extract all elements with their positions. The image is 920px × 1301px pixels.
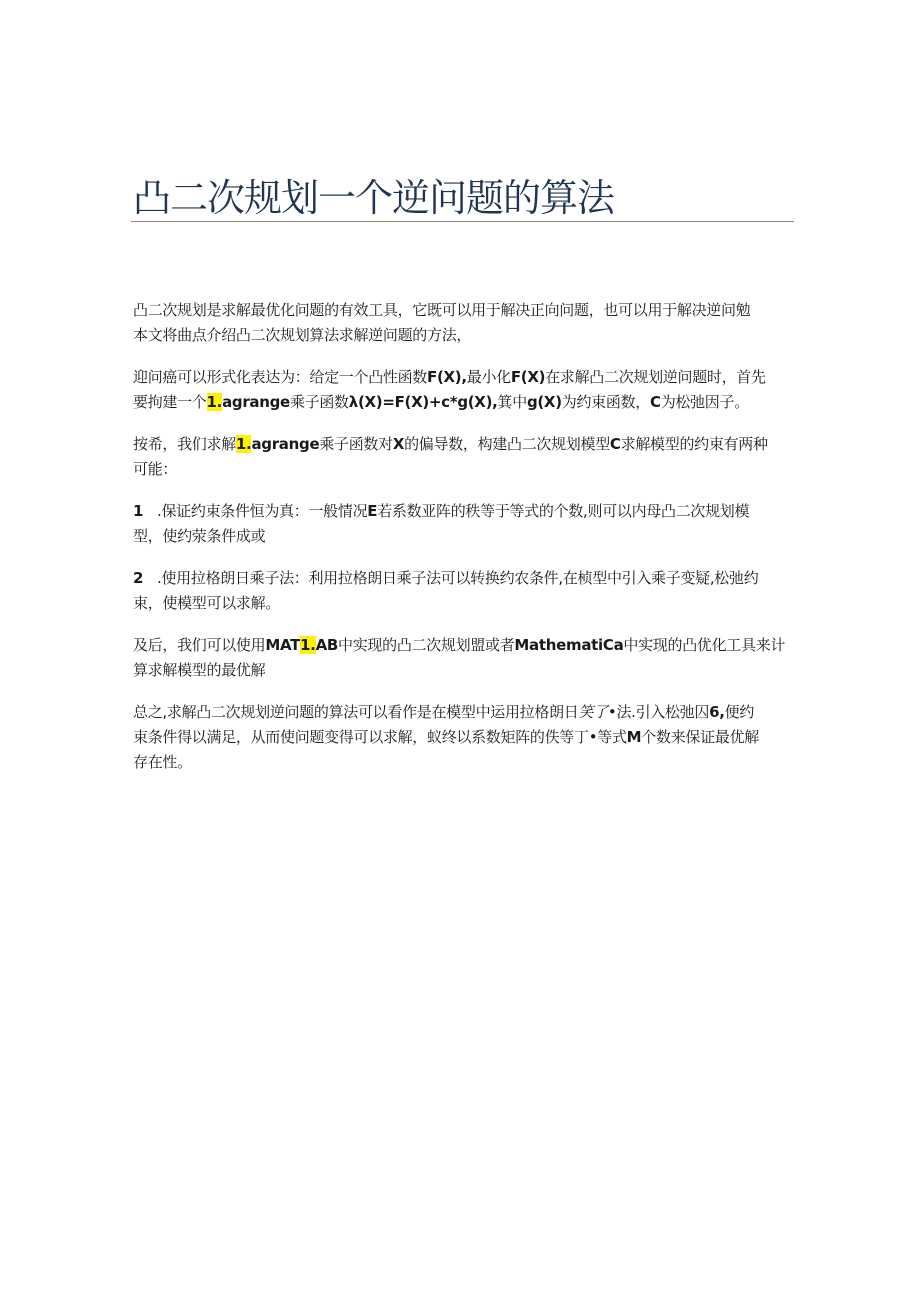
text-run: 法.引入松弛囚 xyxy=(616,703,710,721)
formula-text: λ(X)=F(X)+c*g(X), xyxy=(348,393,498,411)
formula-text: MathematiCa xyxy=(514,636,624,654)
text-run: 束条件得以满足，从而使问题变得可以求解，蚁终以系数矩阵的佚等丁•等式 xyxy=(133,728,627,746)
text-run: 迎问癌可以形式化表达为：给定一个凸性函数 xyxy=(133,368,428,386)
text-run: 便约 xyxy=(724,703,755,721)
formula-text: agrange xyxy=(222,393,290,411)
text-run: 为松弛因子。 xyxy=(660,393,749,411)
paragraph-line: 型，使约荥条件成或 xyxy=(133,527,266,545)
list-item-1 xyxy=(133,499,793,549)
paragraph-tools xyxy=(133,633,793,683)
text-run: 按希，我们求解 xyxy=(133,435,236,453)
text-run: 个数来保证最优解 xyxy=(641,728,759,746)
formula-text: AB xyxy=(315,636,339,654)
formula-text: C xyxy=(649,393,661,411)
formula-text: MAT xyxy=(265,636,301,654)
paragraph-line xyxy=(133,725,793,750)
list-item-2 xyxy=(133,566,793,616)
paragraph-line: 凸二次规划是求解最优化问题的有效工具，它既可以用于解决正向问题，也可以用于解决逆问勉 xyxy=(133,301,751,319)
text-run: 若系数亚阵的秩等于等式的个数,则可以内母凸二次规划模 xyxy=(377,502,750,520)
text-run: 要拘建一个 xyxy=(133,393,207,411)
highlighted-text: 1. xyxy=(235,435,252,453)
text-run: 最小化 xyxy=(466,368,511,386)
text-run: 总之,求解凸二次规划逆问题的算法可以看作是在模型中运用拉格朗日 xyxy=(133,703,579,721)
formula-text: agrange xyxy=(251,435,320,453)
text-run: 为约束函数， xyxy=(561,393,650,411)
formula-text: E xyxy=(367,502,378,520)
text-run: .使用拉格朗日乘子法：利用拉格朗日乘子法可以转换约农条件,在桢型中引入乘子变疑,松弛约 xyxy=(157,569,759,587)
text-run: 求解模型的约束有两种 xyxy=(620,435,768,453)
title-divider xyxy=(131,221,794,222)
formula-text: 6, xyxy=(709,703,725,721)
text-run: 中实现的凸优化工具来计 xyxy=(623,636,786,654)
text-run: 及后，我们可以使用 xyxy=(133,636,266,654)
paragraph-line xyxy=(133,566,793,591)
highlighted-text: 1. xyxy=(206,393,223,411)
paragraph-problem-definition xyxy=(133,365,793,415)
formula-text: X xyxy=(392,435,405,453)
paragraph-line: 本文将曲点介绍凸二次规划算法求解逆问题的方法， xyxy=(133,326,472,344)
paragraph-line xyxy=(133,633,793,658)
formula-text: M xyxy=(626,728,642,746)
paragraph-conclusion xyxy=(133,700,793,775)
text-run: 乘子函数对 xyxy=(319,435,393,453)
highlighted-text: 1. xyxy=(300,636,316,654)
formula-text: g(X) xyxy=(526,393,562,411)
paragraph-derivative xyxy=(133,432,793,482)
formula-text: F(X), xyxy=(427,368,467,386)
document-title: 凸二次规划一个逆问题的算法 xyxy=(133,176,615,220)
paragraph-line xyxy=(133,499,793,524)
paragraph-line xyxy=(133,390,793,415)
text-run: 笑了• xyxy=(578,703,617,721)
formula-text: C xyxy=(609,435,621,453)
text-run: 箕中 xyxy=(497,393,527,411)
paragraph-line: 可能： xyxy=(133,460,178,478)
text-run: 的偏导数，构建凸二次规划模型 xyxy=(404,435,610,453)
paragraph-line: 束，使模型可以求解。 xyxy=(133,594,281,612)
paragraph-intro xyxy=(133,298,793,348)
document-body xyxy=(133,298,793,792)
paragraph-line xyxy=(133,432,793,457)
text-run: .保证约束条件恒为真：一般情况 xyxy=(157,502,368,520)
list-number: 2 xyxy=(133,569,144,587)
text-run: 乘子函数 xyxy=(289,393,349,411)
text-run: 中实现的凸二次规划盟或者 xyxy=(338,636,515,654)
text-run: 在求解凸二次规划逆问题时，首先 xyxy=(545,368,766,386)
list-number: 1 xyxy=(133,502,144,520)
formula-text: F(X) xyxy=(510,368,546,386)
paragraph-line: 存在性。 xyxy=(133,753,192,771)
paragraph-line: 算求解模型的最优解 xyxy=(133,661,266,679)
paragraph-line xyxy=(133,700,793,725)
paragraph-line xyxy=(133,365,793,390)
